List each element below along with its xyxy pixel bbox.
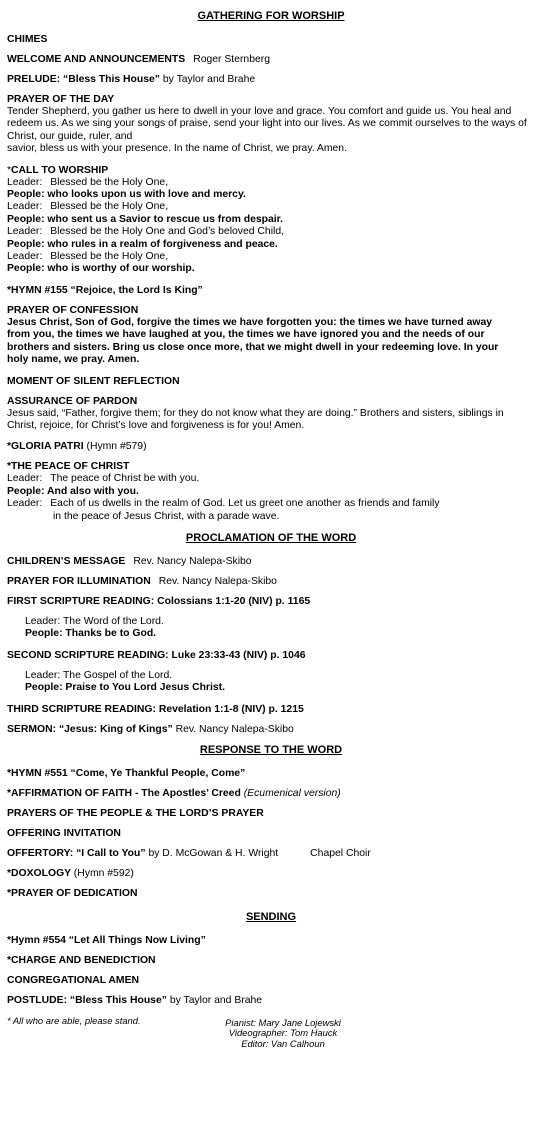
leader-line	[7, 251, 535, 263]
peace-leader-text: The peace of Christ be with you.	[50, 473, 200, 485]
first-reading-title: FIRST SCRIPTURE READING: Colossians 1:1-20 (NIV) p. 1165	[7, 595, 311, 607]
hymn-551: *HYMN #551 “Come, Ye Thankful People, Come”	[7, 767, 246, 779]
people-label: People:	[25, 628, 63, 640]
affirmation-of-faith	[7, 787, 535, 800]
peace-people-text: And also with you.	[47, 485, 139, 497]
hymn-155: *HYMN #155 “Rejoice, the Lord Is King”	[7, 284, 203, 296]
second-reading	[7, 649, 535, 695]
prayer-line: savior, bless us with your presence. In the name of Christ, we pray. Amen.	[7, 143, 347, 155]
leader-text: Blessed be the Holy One,	[50, 201, 169, 213]
people-text: who is worthy of our worship.	[47, 263, 195, 275]
sermon-person: Rev. Nancy Nalepa-Skibo	[175, 723, 294, 735]
prelude	[7, 73, 535, 86]
third-reading: THIRD SCRIPTURE READING: Revelation 1:1-8 (NIV) p. 1215	[7, 703, 304, 715]
leader-label: Leader:	[7, 201, 43, 213]
illumination-person: Rev. Nancy Nalepa-Skibo	[158, 575, 277, 587]
videographer-credit: Videographer: Tom Hauck	[228, 1027, 338, 1039]
leader-label: Leader:	[7, 498, 43, 510]
prelude-title: PRELUDE: “Bless This House”	[7, 74, 161, 85]
welcome-announcements	[7, 53, 535, 66]
people-label: People:	[7, 189, 45, 201]
postlude-title: POSTLUDE: “Bless This House”	[7, 994, 167, 1006]
peace-leader-line	[7, 473, 535, 485]
people-text: who rules in a realm of forgiveness and peace.	[47, 238, 278, 250]
leader-line	[7, 226, 535, 238]
prayers-of-the-people: PRAYERS OF THE PEOPLE & THE LORD’S PRAYER	[7, 807, 264, 819]
prayer-of-the-day	[7, 93, 535, 156]
people-response-line	[7, 239, 535, 251]
childrens-message	[7, 555, 535, 568]
leader-line	[7, 177, 535, 189]
childrens-message-person: Rev. Nancy Nalepa-Skibo	[133, 555, 252, 567]
peace-leader-text: Each of us dwells in the realm of God. Let us greet one another as friends and family	[50, 498, 440, 510]
editor-credit: Editor: Van Calhoun	[241, 1037, 325, 1049]
second-reading-people	[25, 682, 535, 694]
doxology	[7, 867, 535, 880]
offertory-performer: Chapel Choir	[310, 847, 371, 859]
first-reading-people	[25, 628, 535, 640]
section-heading-response: RESPONSE TO THE WORD	[199, 743, 343, 756]
call-to-worship-label: CALL TO WORSHIP	[11, 164, 109, 176]
prelude-credit: by Taylor and Brahe	[162, 74, 256, 85]
people-label: People:	[25, 682, 63, 694]
pianist-credit: Pianist: Mary Jane Lojewski	[225, 1016, 341, 1028]
people-response-line	[7, 189, 535, 201]
call-to-worship-title	[7, 164, 535, 177]
first-reading-people-text: Thanks be to God.	[65, 628, 157, 640]
peace-people-line	[7, 486, 535, 498]
peace-leader-continuation: in the peace of Jesus Christ, with a parade wave.	[53, 510, 280, 522]
welcome-person: Roger Sternberg	[193, 54, 271, 65]
confession-line: holy name, we pray. Amen.	[7, 354, 140, 366]
leader-label: Leader:	[7, 473, 43, 485]
second-reading-people-text: Praise to You Lord Jesus Christ.	[65, 682, 225, 694]
section-heading-gathering: GATHERING FOR WORSHIP	[197, 10, 345, 22]
peace-title: *THE PEACE OF CHRIST	[7, 461, 130, 473]
second-reading-leader: Leader: The Gospel of the Lord.	[25, 669, 173, 681]
charge-and-benediction: *CHARGE AND BENEDICTION	[7, 954, 156, 966]
postlude	[7, 994, 535, 1007]
leader-label: Leader:	[7, 176, 43, 188]
gloria-patri	[7, 440, 535, 453]
second-reading-title: SECOND SCRIPTURE READING: Luke 23:33-43 (NIV) p. 1046	[7, 649, 306, 661]
pardon-line: Jesus said, “Father, forgive them; for they do not know what they are doing.” Brothers and sisters, siblings in	[7, 407, 504, 419]
leader-text: Blessed be the Holy One,	[50, 251, 169, 263]
gloria-note: (Hymn #579)	[86, 441, 147, 453]
footer	[7, 1015, 535, 1055]
doxology-note: (Hymn #592)	[73, 867, 134, 879]
prayer-line: redeem us. As we sing your songs of praise, send your light into our lives. As we commit ourselves to the ways of	[7, 118, 527, 130]
people-label: People:	[7, 263, 45, 275]
prayer-of-the-day-title: PRAYER OF THE DAY	[7, 94, 115, 105]
congregational-amen: CONGREGATIONAL AMEN	[7, 974, 139, 986]
offertory-title: OFFERTORY: “I Call to You”	[7, 847, 146, 859]
leader-label: Leader:	[7, 251, 43, 263]
people-label: People:	[7, 213, 45, 225]
confession-line: from you, the times we have laughed at you, the times we have ignored you and the needs of our	[7, 329, 485, 341]
affirmation-title: *AFFIRMATION OF FAITH - The Apostles’ Creed	[7, 787, 241, 799]
confession-line: Jesus Christ, Son of God, forgive the times we have forgotten you: the times we have turned away	[7, 316, 492, 328]
chimes: CHIMES	[7, 34, 48, 45]
pardon-title: ASSURANCE OF PARDON	[7, 395, 138, 407]
doxology-title: *DOXOLOGY	[7, 867, 71, 879]
credits	[203, 1018, 363, 1050]
bulletin-page	[7, 9, 535, 1055]
people-text: who sent us a Savior to rescue us from despair.	[47, 213, 284, 225]
sermon	[7, 723, 535, 736]
hymn-554: *Hymn #554 “Let All Things Now Living”	[7, 934, 206, 946]
childrens-message-title: CHILDREN’S MESSAGE	[7, 555, 126, 567]
people-label: People:	[7, 485, 45, 497]
call-to-worship-lines	[7, 177, 535, 276]
leader-text: Blessed be the Holy One,	[50, 176, 169, 188]
prayer-line: Christ, our guide, ruler, and	[7, 130, 133, 142]
stand-note: * All who are able, please stand.	[7, 1014, 141, 1026]
offertory-credit: by D. McGowan & H. Wright	[148, 847, 279, 859]
peace-leader-line	[7, 498, 535, 510]
leader-text: Blessed be the Holy One and God’s beloved Child,	[50, 226, 284, 238]
sermon-title: SERMON: “Jesus: King of Kings”	[7, 723, 173, 735]
call-to-worship	[7, 164, 535, 276]
prayer-of-confession	[7, 304, 535, 367]
first-reading-leader: Leader: The Word of the Lord.	[25, 615, 164, 627]
people-label: People:	[7, 238, 45, 250]
section-heading-proclamation: PROCLAMATION OF THE WORD	[185, 531, 357, 544]
leader-label: Leader:	[7, 226, 43, 238]
postlude-credit: by Taylor and Brahe	[169, 994, 263, 1006]
confession-line: brothers and sisters. Bring us close once more, that we might dwell in your redeeming love. In your	[7, 341, 499, 353]
section-heading-sending: SENDING	[245, 910, 297, 923]
assurance-of-pardon	[7, 395, 535, 433]
silent-reflection: MOMENT OF SILENT REFLECTION	[7, 375, 180, 387]
people-text: who looks upon us with love and mercy.	[47, 189, 246, 201]
prayer-of-dedication: *PRAYER OF DEDICATION	[7, 887, 138, 899]
leader-line	[7, 201, 535, 213]
affirmation-note: (Ecumenical version)	[243, 787, 341, 799]
offering-invitation: OFFERING INVITATION	[7, 827, 121, 839]
offertory	[7, 847, 535, 860]
peace-of-christ	[7, 460, 535, 523]
prayer-for-illumination	[7, 575, 535, 588]
confession-title: PRAYER OF CONFESSION	[7, 304, 139, 316]
illumination-title: PRAYER FOR ILLUMINATION	[7, 575, 151, 587]
gloria-title: *GLORIA PATRI	[7, 441, 84, 453]
pardon-line: Christ, rejoice, for Christ’s love and forgiveness is for you! Amen.	[7, 419, 305, 431]
stand-marker: *	[7, 164, 12, 176]
people-response-line	[7, 263, 535, 275]
people-response-line	[7, 214, 535, 226]
first-reading	[7, 595, 535, 641]
prayer-line: Tender Shepherd, you gather us here to dwell in your love and grace. You comfort and guide us. You heal and	[7, 106, 512, 117]
welcome-title: WELCOME AND ANNOUNCEMENTS	[7, 54, 186, 65]
